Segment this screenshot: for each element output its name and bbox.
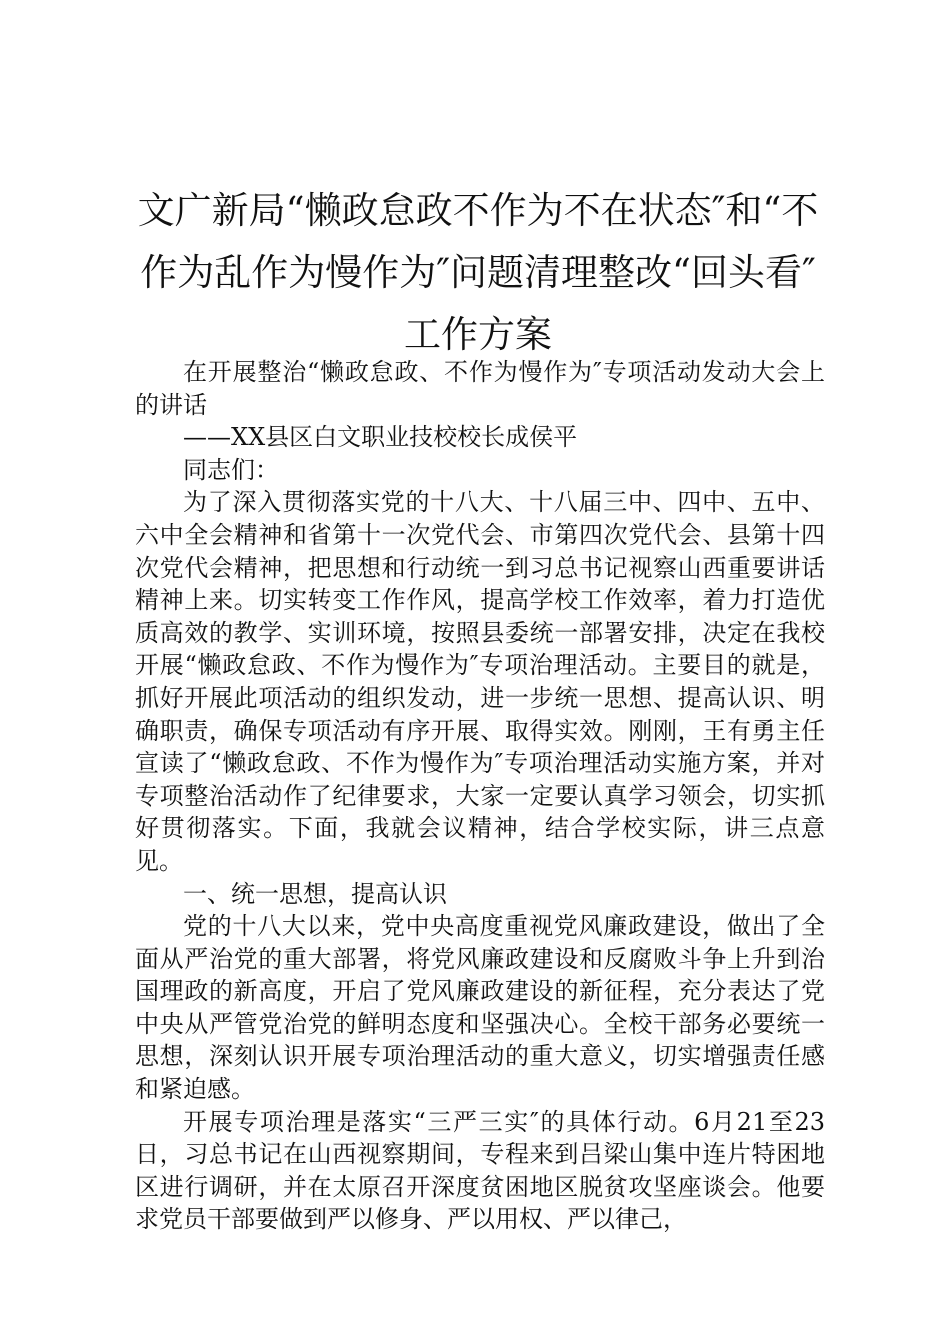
speech-heading: 在开展整治“懒政怠政、不作为慢作为″专项活动发动大会上的讲话 — [135, 358, 825, 419]
body-paragraph: 为了深入贯彻落实党的十八大、十八届三中、四中、五中、六中全会精神和省第十一次党代会、市第四次党代会、县第十四次党代会精神，把思想和行动统一到习总书记视察山西重要讲话精神上来。切实转变工作作风，提高学校工作效率，着力打造优质高效的教学、实训环境，按照县委统一部署安排，决定在我校开展“懒政怠政、不作为慢作为″专项治理活动。主要目的就是，抓好开展此项活动的组织发动，进一步统一思想、提高认识、明确职责，确保专项活动有序开展、取得实效。刚刚，王有勇主任宣读了“懒政怠政、不作为慢作为″专项治理活动实施方案，并对专项整治活动作了纪律要求，大家一定要认真学习领会，切实抓好贯彻落实。下面，我就会议精神，结合学校实际，讲三点意见。 — [135, 488, 825, 875]
speaker-line: ——XX县区白文职业技校校长成侯平 — [183, 423, 578, 452]
title-line-1: 文广新局“懒政怠政不作为不在状态″和“不 — [137, 189, 819, 232]
salutation: 同志们： — [183, 455, 279, 484]
body-paragraph: 党的十八大以来，党中央高度重视党风廉政建设，做出了全面从严治党的重大部署，将党风廉政建设和反腐败斗争上升到治国理政的新高度，开启了党风廉政建设的新征程，充分表达了党中央从严管党治党的鲜明态度和坚强决心。全校干部务必要统一思想，深刻认识开展专项治理活动的重大意义，切实增强责任感和紧迫感。 — [135, 912, 825, 1104]
document-title — [128, 180, 828, 366]
document-body — [135, 356, 825, 1236]
section-heading-1: 一、统一思想，提高认识 — [183, 879, 447, 908]
title-line-3: 工作方案 — [404, 313, 552, 356]
title-line-2: 作为乱作为慢作为″问题清理整改“回头看″ — [140, 251, 816, 294]
body-paragraph: 开展专项治理是落实“三严三实″的具体行动。6月21至23日，习总书记在山西视察期间，专程来到吕梁山集中连片特困地区进行调研，并在太原召开深度贫困地区脱贫攻坚座谈会。他要求党员干部要做到严以修身、严以用权、严以律己， — [135, 1107, 825, 1234]
